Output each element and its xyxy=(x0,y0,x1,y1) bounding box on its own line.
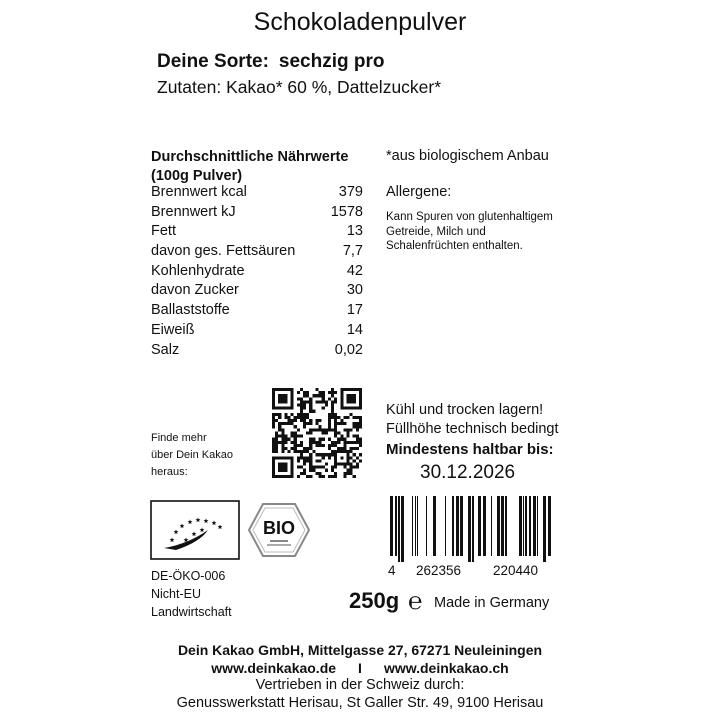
qr-code-icon[interactable] xyxy=(272,388,362,478)
allergen-title: Allergene: xyxy=(386,184,452,200)
nutrient-value: 42 xyxy=(346,262,363,279)
nutrition-heading-line2: (100g Pulver) xyxy=(151,168,243,184)
distributor-address: Genusswerkstatt Herisau, St Galler Str. 49, 9100 Herisau xyxy=(176,695,544,711)
nutrition-row xyxy=(151,183,363,203)
organic-footnote: *aus biologischem Anbau xyxy=(386,148,549,164)
qr-caption-line: Finde mehr xyxy=(151,432,207,444)
barcode-digit-prefix: 4 xyxy=(388,563,396,578)
fill-note: Füllhöhe technisch bedingt xyxy=(386,421,559,437)
nutrient-label: davon Zucker xyxy=(151,282,239,299)
best-before-date: 30.12.2026 xyxy=(420,462,516,483)
eu-organic-leaf-icon xyxy=(150,500,240,560)
cert-agriculture: Landwirtschaft xyxy=(151,605,232,619)
ingredients: Zutaten: Kakao* 60 %, Dattelzucker* xyxy=(157,77,442,97)
nutrient-label: Ballaststoffe xyxy=(151,302,230,319)
variety-label: Deine Sorte: xyxy=(157,51,269,72)
qr-caption-line: über Dein Kakao xyxy=(151,449,233,461)
nutrition-table xyxy=(151,183,363,360)
nutrient-value: 1578 xyxy=(330,203,363,220)
qr-caption-line: heraus: xyxy=(151,466,188,478)
nutrient-label: Fett xyxy=(151,223,176,240)
nutrition-row xyxy=(151,222,363,242)
website-ch-link[interactable]: www.deinkakao.ch xyxy=(383,660,509,676)
nutrition-heading-line1: Durchschnittliche Nährwerte xyxy=(151,149,349,165)
nutrient-label: Eiweiß xyxy=(151,321,195,338)
barcode-digits-right: 220440 xyxy=(493,563,539,578)
nutrition-heading xyxy=(151,148,348,186)
barcode-icon xyxy=(388,496,556,562)
nutrition-row xyxy=(151,341,363,361)
storage-line: Kühl und trocken lagern! xyxy=(386,402,544,418)
website-separator: I xyxy=(358,660,362,676)
website-de-link[interactable]: www.deinkakao.de xyxy=(211,660,337,676)
nutrient-label: davon ges. Fettsäuren xyxy=(151,243,296,260)
nutrition-row xyxy=(151,301,363,321)
barcode-digits-left: 262356 xyxy=(416,563,462,578)
nutrient-value: 379 xyxy=(338,184,363,200)
qr-caption xyxy=(151,430,251,481)
nutrient-label: Salz xyxy=(151,341,180,358)
storage-info xyxy=(386,401,559,439)
nutrition-row xyxy=(151,242,363,262)
nutrient-value: 17 xyxy=(346,302,363,319)
nutrition-row xyxy=(151,281,363,301)
nutrition-row xyxy=(151,321,363,341)
allergen-text: Kann Spuren von glutenhaltigem Getreide, Milch und Schalenfrüchten enthalten. xyxy=(386,211,553,252)
nutrient-value: 30 xyxy=(346,282,363,299)
certification-text xyxy=(151,567,232,621)
nutrient-label: Brennwert kJ xyxy=(151,203,236,220)
cert-code: DE-ÖKO-006 xyxy=(151,569,226,583)
variety-line xyxy=(157,51,385,73)
nutrient-value: 14 xyxy=(346,321,363,338)
bio-seal-text: BIO xyxy=(262,518,296,538)
nutrient-label: Kohlenhydrate xyxy=(151,262,245,279)
nutrient-value: 7,7 xyxy=(342,243,363,260)
cert-origin: Nicht-EU xyxy=(151,587,202,601)
distribution-note: Vertrieben in der Schweiz durch: xyxy=(255,677,465,693)
estimated-sign-icon: ℮ xyxy=(408,588,423,615)
origin-label: Made in Germany xyxy=(434,595,550,611)
net-weight: 250g xyxy=(349,588,400,613)
product-title: Schokoladenpulver xyxy=(253,8,467,36)
best-before-label: Mindestens haltbar bis: xyxy=(386,441,554,458)
nutrient-value: 13 xyxy=(346,223,363,240)
nutrition-row xyxy=(151,203,363,223)
company-address: Dein Kakao GmbH, Mittelgasse 27, 67271 Neuleiningen xyxy=(177,642,543,658)
variety-value: sechzig pro xyxy=(278,51,385,72)
nutrition-row xyxy=(151,262,363,282)
websites xyxy=(0,660,720,676)
nutrient-label: Brennwert kcal xyxy=(151,184,247,200)
bio-hexagon-seal-icon xyxy=(248,502,310,558)
nutrient-value: 0,02 xyxy=(334,341,363,358)
